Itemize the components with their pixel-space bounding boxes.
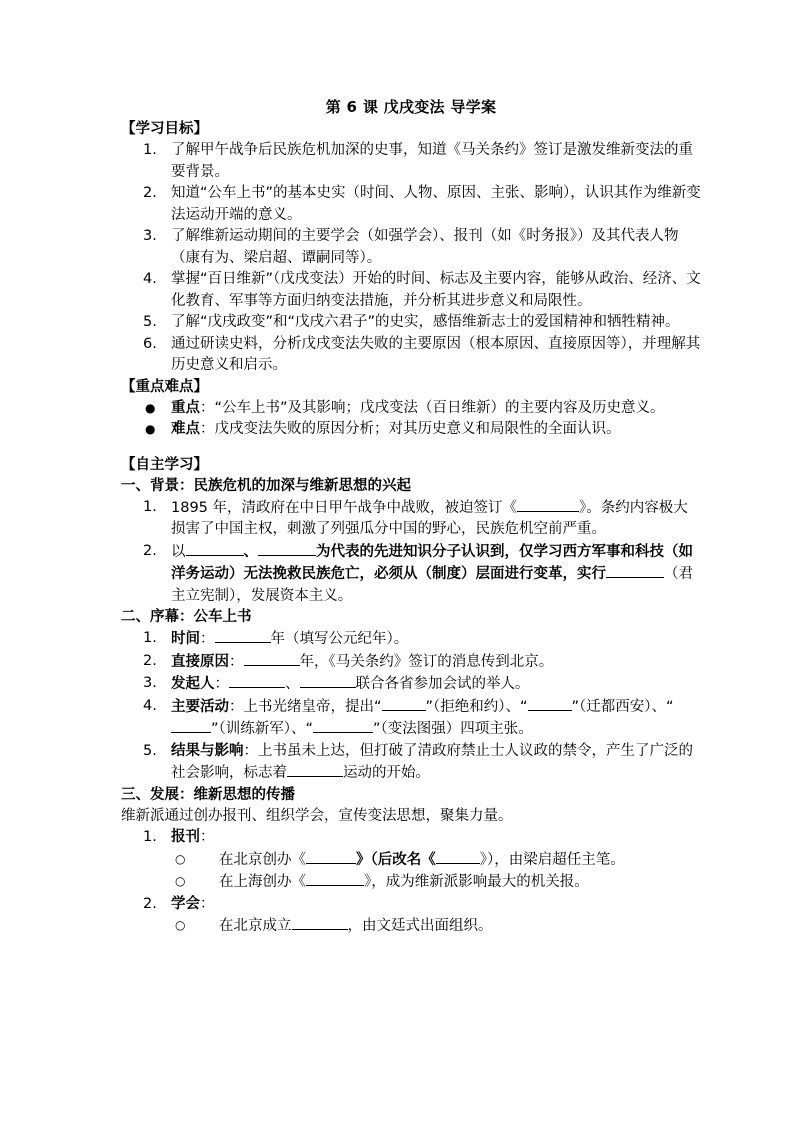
list-item: 1. 报刊： (143, 829, 215, 845)
fill-blank[interactable] (306, 871, 364, 886)
spacer (121, 441, 701, 455)
fill-blank[interactable] (382, 696, 426, 711)
list-item: 1. 1895 年，清政府在中日甲午战争中战败，被迫签订《 》。条约内容极大损害了中国主权，刺激了列强瓜分中国的野心，民族危机空前严重。 (143, 498, 688, 537)
section-heading-self-study: 【自主学习】 (121, 456, 208, 473)
circle-bullet-icon: ○ (175, 918, 186, 932)
fill-blank[interactable] (300, 673, 356, 688)
fill-blank[interactable] (186, 541, 244, 556)
list-item: 2. 以 、 为代表的先进知识分子认识到，仅学习西方军事和科技（如洋务运动）无法挽救民族危亡，必须从（制度）层面进行变革，实行 （君主立宪制），发展资本主义。 (143, 542, 693, 604)
part1-heading: 一、背景：民族危机的加深与维新思想的兴起 (121, 477, 411, 494)
bullet-icon: ● (145, 422, 156, 436)
fill-blank[interactable] (258, 541, 316, 556)
list-item: 5. 结果与影响：上书虽未上达，但打破了清政府禁止士人议政的禁令，产生了广泛的社会影响，标志着 运动的开始。 (143, 742, 693, 781)
fill-blank[interactable] (306, 849, 356, 864)
list-item: 2. 学会： (143, 895, 215, 912)
list-item: 1. 了解甲午战争后民族危机加深的史事，知道《马关条约》签订是激发维新变法的重要背景。 (143, 142, 693, 180)
document-page (121, 96, 701, 938)
list-item: 6. 通过研读史料，分析戊戌变法失败的主要原因（根本原因、直接原因等），并理解其历史意义和启示。 (143, 335, 701, 373)
list-item: 4. 主要活动：上书光绪皇帝，提出“ ”（拒绝和约）、“ ”（迁都西安）、“”（训练新军）、“ ”（变法图强）四项主张。 (143, 697, 674, 737)
fill-blank[interactable] (215, 628, 271, 643)
list-item: 3. 了解维新运动期间的主要学会（如强学会）、报刊（如《时务报》）及其代表人物（康有为、梁启超、谭嗣同等）。 (143, 228, 679, 266)
goals-list (121, 140, 701, 377)
key-list (121, 398, 701, 441)
section-heading-goals: 【学习目标】 (121, 121, 208, 137)
sub-list-item: ○ 在上海创办《 》，成为维新派影响最大的机关报。 (121, 871, 701, 894)
fill-blank[interactable] (244, 651, 300, 666)
page-title: 第 6 课 戊戌变法 导学案 (325, 98, 497, 116)
sub-list-item: ○ 在北京成立 ，由文廷式出面组织。 (121, 915, 701, 938)
fill-blank[interactable] (313, 718, 373, 733)
part2-heading: 二、序幕：公车上书 (121, 609, 252, 625)
list-item: ● 重点：“公车上书”及其影响；戊戌变法（百日维新）的主要内容及历史意义。 (121, 398, 701, 420)
sub-list-item: ○ 在北京创办《 》（后改名《 》），由梁启超任主笔。 (121, 849, 701, 872)
part3-heading: 三、发展：维新思想的传播 (121, 786, 295, 803)
part3-intro: 维新派通过创办报刊、组织学会，宣传变法思想，聚集力量。 (121, 807, 513, 824)
list-item: ● 难点：戊戌变法失败的原因分析；对其历史意义和局限性的全面认识。 (121, 419, 701, 441)
fill-blank[interactable] (606, 563, 664, 578)
fill-blank[interactable] (229, 673, 285, 688)
fill-blank[interactable] (436, 849, 480, 864)
list-item: 2. 直接原因： 年，《马关条约》签订的消息传到北京。 (143, 652, 554, 670)
circle-bullet-icon: ○ (175, 851, 186, 866)
fill-blank[interactable] (528, 696, 572, 711)
fill-blank[interactable] (287, 762, 343, 777)
fill-blank[interactable] (171, 718, 211, 733)
fill-blank[interactable] (517, 497, 579, 512)
circle-bullet-icon: ○ (175, 874, 186, 888)
bullet-icon: ● (145, 400, 156, 415)
section-heading-key: 【重点难点】 (121, 378, 208, 395)
fill-blank[interactable] (292, 915, 348, 930)
list-item: 4. 掌握“百日维新”（戊戌变法）开始的时间、标志及主要内容，能够从政治、经济、文化教育、军事等方面归纳变法措施，并分析其进步意义和局限性。 (143, 271, 701, 309)
list-item: 1. 时间： 年（填写公元纪年）。 (143, 630, 409, 647)
list-item: 3. 发起人： 、 联合各省参加会试的举人。 (143, 675, 530, 692)
list-item: 2. 知道“公车上书”的基本史实（时间、人物、原因、主张、影响），认识其作为维新变法运动开端的意义。 (143, 185, 701, 223)
list-item: 5. 了解“戊戌政变”和“戊戌六君子”的史实，感悟维新志士的爱国精神和牺牲精神。 (143, 314, 680, 330)
